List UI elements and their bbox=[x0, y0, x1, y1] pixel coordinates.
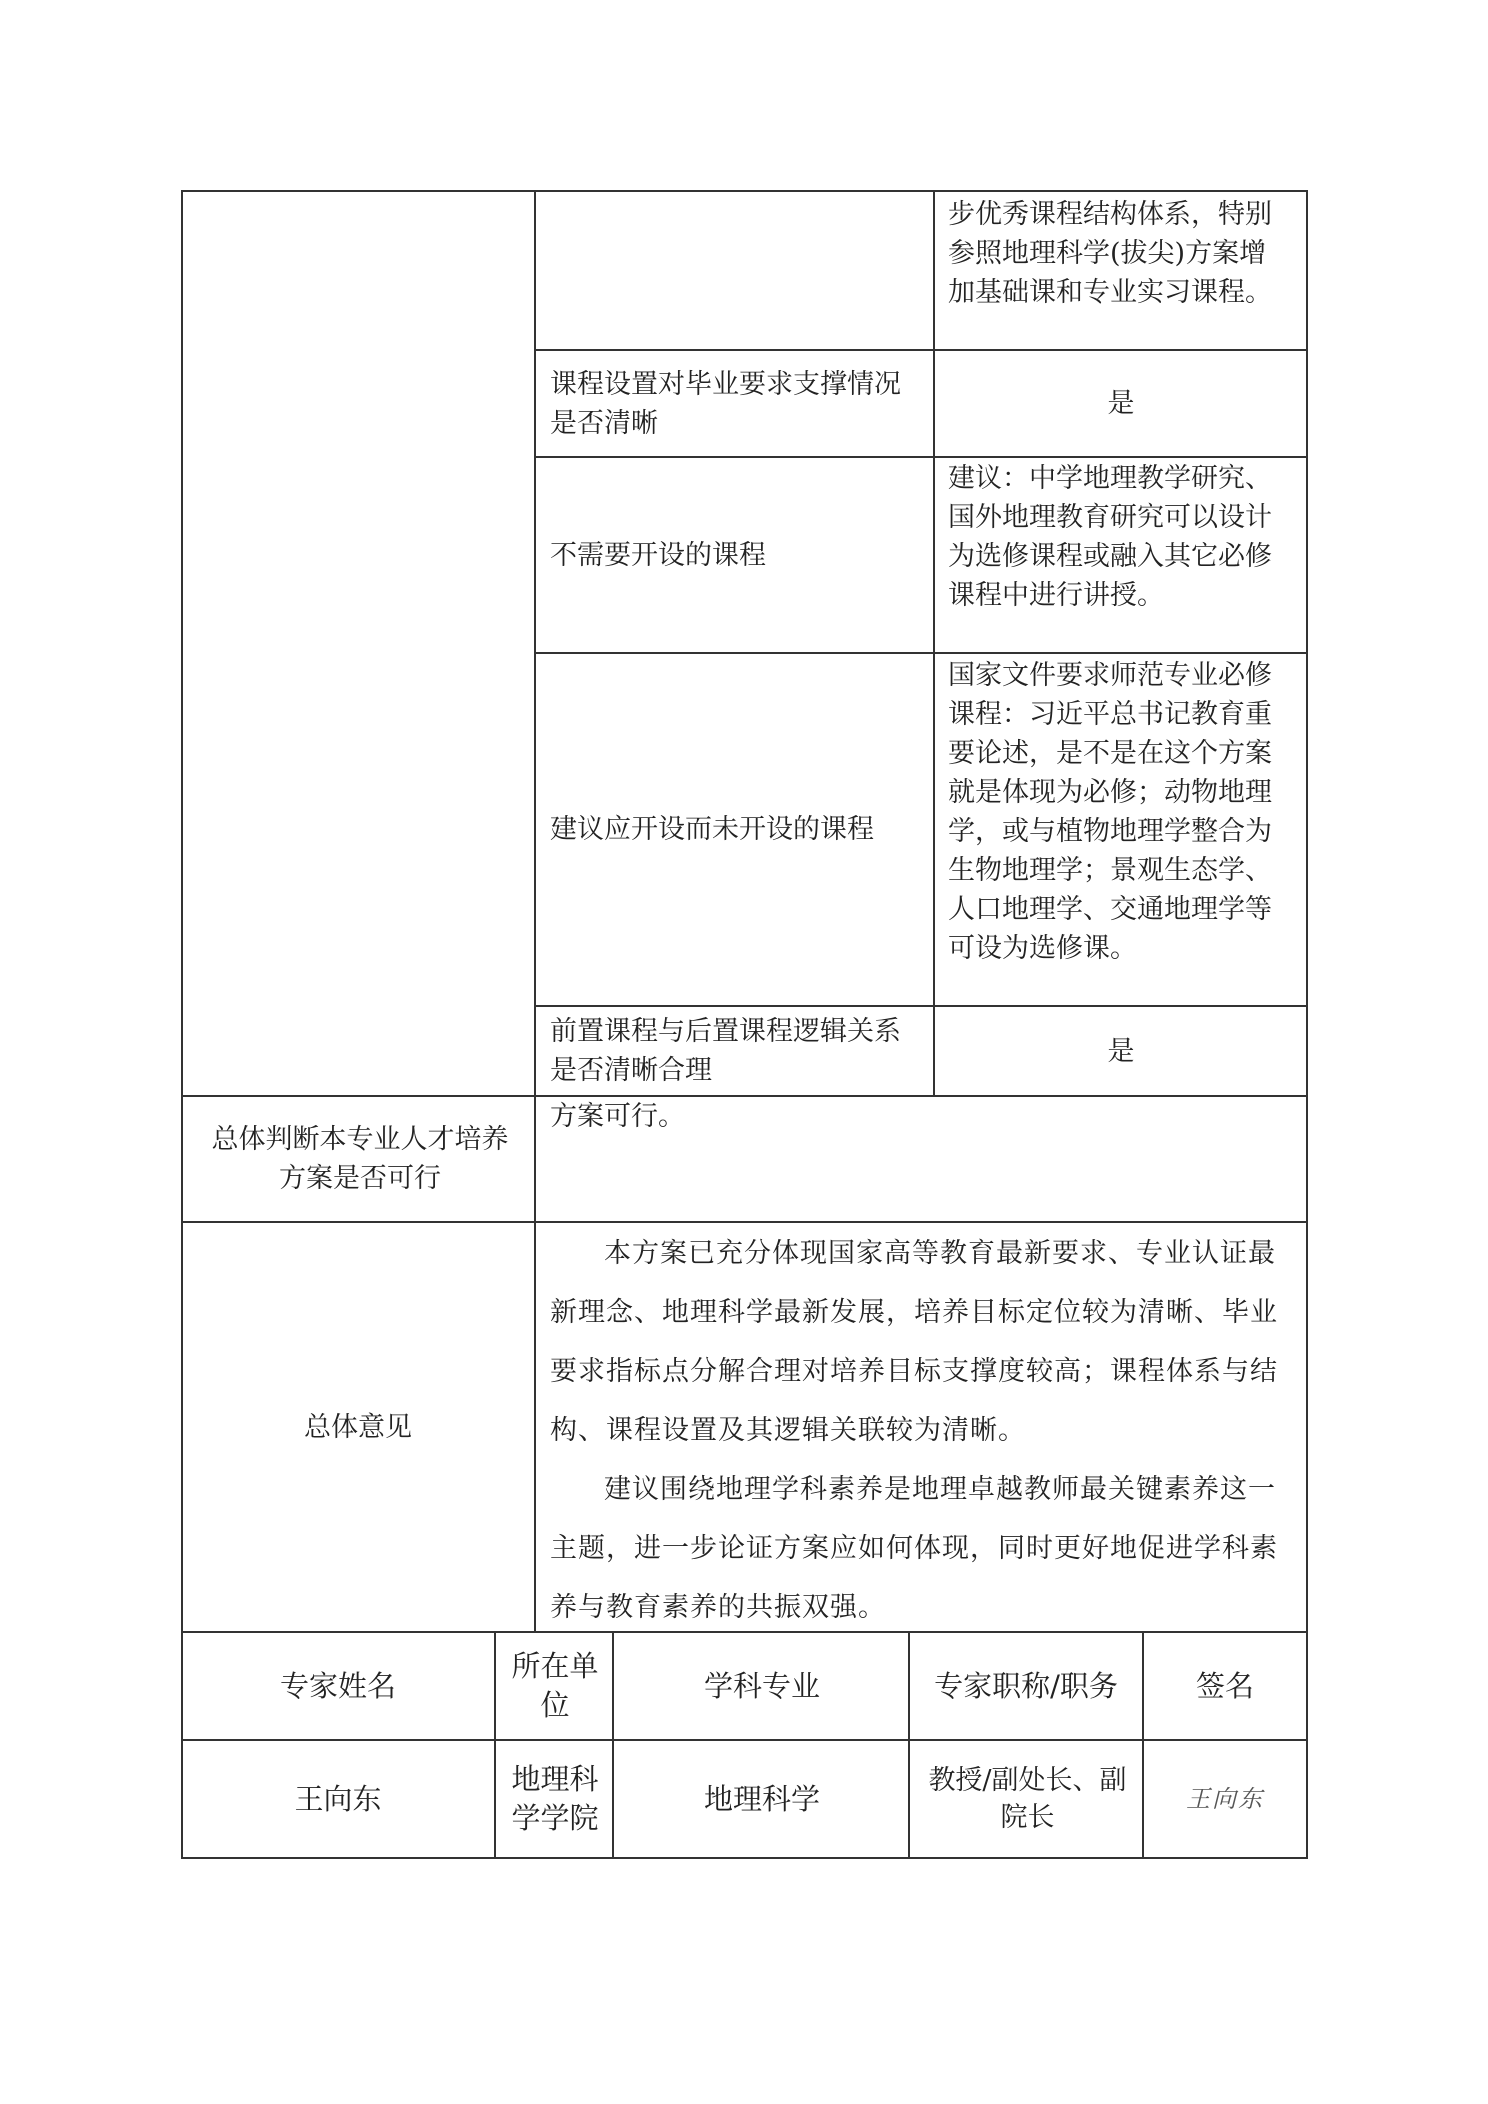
row-1-content: 步优秀课程结构体系，特别参照地理科学(拔尖)方案增加基础课和专业实习课程。 bbox=[948, 199, 1272, 308]
row-2-item-text: 课程设置对毕业要求支撑情况是否清晰 bbox=[550, 369, 901, 439]
col-divider-d bbox=[612, 1631, 614, 1859]
row-divider-8 bbox=[181, 1739, 1308, 1741]
col-divider-f bbox=[1142, 1631, 1144, 1859]
table-border-left bbox=[181, 190, 183, 1859]
row-4-item bbox=[550, 654, 920, 1004]
feasibility-value: 方案可行。 bbox=[550, 1101, 685, 1132]
row-3-content: 建议：中学地理教学研究、国外地理教育研究可以设计为选修课程或融入其它必修课程中进行讲授。 bbox=[948, 463, 1272, 611]
expert-header-title: 专家职称/职务 bbox=[934, 1668, 1118, 1703]
row-5-item bbox=[550, 1007, 920, 1095]
table-border-bottom bbox=[181, 1857, 1308, 1859]
overall-paragraph-2: 建议围绕地理学科素养是地理卓越教师最关键素养这一主题，进一步论证方案应如何体现，同时更好地促进学科素养与教育素养的共振双强。 bbox=[550, 1474, 1278, 1623]
expert-header-signature: 签名 bbox=[1195, 1668, 1254, 1703]
row-3-item bbox=[550, 458, 920, 652]
feasibility-label: 总体判断本专业人才培养方案是否可行 bbox=[211, 1124, 509, 1194]
row-3-item-text: 不需要开设的课程 bbox=[550, 539, 766, 571]
overall-content bbox=[550, 1224, 1295, 1630]
expert-discipline: 地理科学 bbox=[703, 1781, 820, 1816]
row-divider-5 bbox=[181, 1095, 1308, 1097]
row-2-content: 是 bbox=[1107, 387, 1135, 419]
expert-header-discipline: 学科专业 bbox=[703, 1668, 820, 1703]
col-divider-c bbox=[494, 1631, 496, 1859]
row-divider-3 bbox=[534, 652, 1308, 654]
row-divider-2 bbox=[534, 456, 1308, 458]
row-1-item bbox=[536, 192, 936, 350]
row-divider-7 bbox=[181, 1631, 1308, 1633]
row-divider-6 bbox=[181, 1221, 1308, 1223]
expert-signature: 王向东 bbox=[1186, 1784, 1264, 1813]
expert-title: 教授/副处长、副院长 bbox=[928, 1765, 1127, 1833]
expert-unit: 地理科学学院 bbox=[511, 1762, 599, 1835]
expert-header-unit: 所在单位 bbox=[511, 1649, 599, 1722]
col-divider-b bbox=[933, 190, 935, 1097]
col-divider-e bbox=[908, 1631, 910, 1859]
overall-paragraph-1: 本方案已充分体现国家高等教育最新要求、专业认证最新理念、地理科学最新发展，培养目标定位较为清晰、毕业要求指标点分解合理对培养目标支撑度较高；课程体系与结构、课程设置及其逻辑关联较为清晰。 bbox=[550, 1238, 1278, 1446]
row-divider-1 bbox=[534, 349, 1308, 351]
row-divider-4 bbox=[534, 1005, 1308, 1007]
overall-label: 总体意见 bbox=[304, 1411, 412, 1443]
row-4-item-text: 建议应开设而未开设的课程 bbox=[550, 813, 874, 845]
col-divider-a bbox=[534, 190, 536, 1633]
table-border-top bbox=[181, 190, 1308, 192]
row-4-content: 国家文件要求师范专业必修课程：习近平总书记教育重要论述，是不是在这个方案就是体现为必修；动物地理学，或与植物地理学整合为生物地理学；景观生态学、人口地理学、交通地理学等可设为选修课。 bbox=[948, 660, 1272, 964]
expert-name: 王向东 bbox=[294, 1781, 382, 1816]
table-border-right bbox=[1306, 190, 1308, 1859]
row-5-item-text: 前置课程与后置课程逻辑关系是否清晰合理 bbox=[550, 1016, 901, 1086]
row-2-item bbox=[550, 352, 920, 456]
expert-header-name: 专家姓名 bbox=[279, 1668, 396, 1703]
row-5-content: 是 bbox=[1107, 1035, 1135, 1067]
